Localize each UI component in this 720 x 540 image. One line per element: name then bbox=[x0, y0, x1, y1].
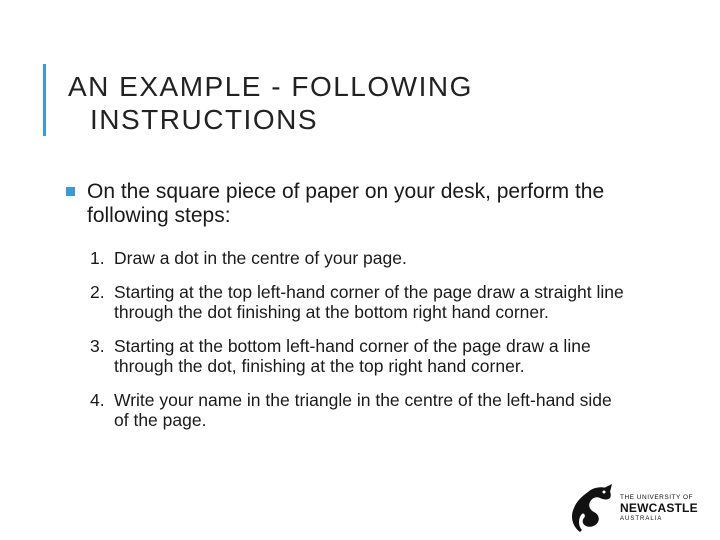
list-item bbox=[90, 336, 630, 376]
slide-title-line1: AN EXAMPLE - FOLLOWING bbox=[68, 71, 473, 102]
main-bullet bbox=[66, 180, 626, 228]
step-text: Starting at the bottom left-hand corner of the page draw a line through the dot, finishing at the top right hand corner. bbox=[114, 336, 591, 376]
step-number: 4. bbox=[90, 390, 105, 410]
list-item bbox=[90, 390, 630, 430]
step-text: Starting at the top left-hand corner of the page draw a straight line through the dot finishing at the bottom right hand corner. bbox=[114, 282, 624, 322]
square-bullet-icon bbox=[66, 187, 75, 196]
list-item bbox=[90, 248, 630, 268]
seahorse-logo-icon bbox=[566, 482, 618, 534]
step-number: 1. bbox=[90, 248, 105, 268]
list-item bbox=[90, 282, 630, 322]
step-text: Draw a dot in the centre of your page. bbox=[114, 248, 407, 268]
logo-line2: NEWCASTLE bbox=[620, 501, 698, 515]
logo-wordmark bbox=[620, 494, 700, 523]
step-text: Write your name in the triangle in the centre of the left-hand side of the page. bbox=[114, 390, 612, 430]
step-number: 3. bbox=[90, 336, 105, 356]
logo-line1: THE UNIVERSITY OF bbox=[620, 494, 694, 501]
slide-title bbox=[68, 70, 668, 136]
slide-title-line2: INSTRUCTIONS bbox=[90, 104, 318, 135]
step-number: 2. bbox=[90, 282, 105, 302]
title-accent-bar bbox=[43, 64, 46, 136]
logo-line3: AUSTRALIA bbox=[620, 516, 663, 522]
main-bullet-text: On the square piece of paper on your desk, perform the following steps: bbox=[87, 180, 605, 227]
steps-list bbox=[90, 248, 630, 444]
university-logo bbox=[566, 482, 696, 534]
